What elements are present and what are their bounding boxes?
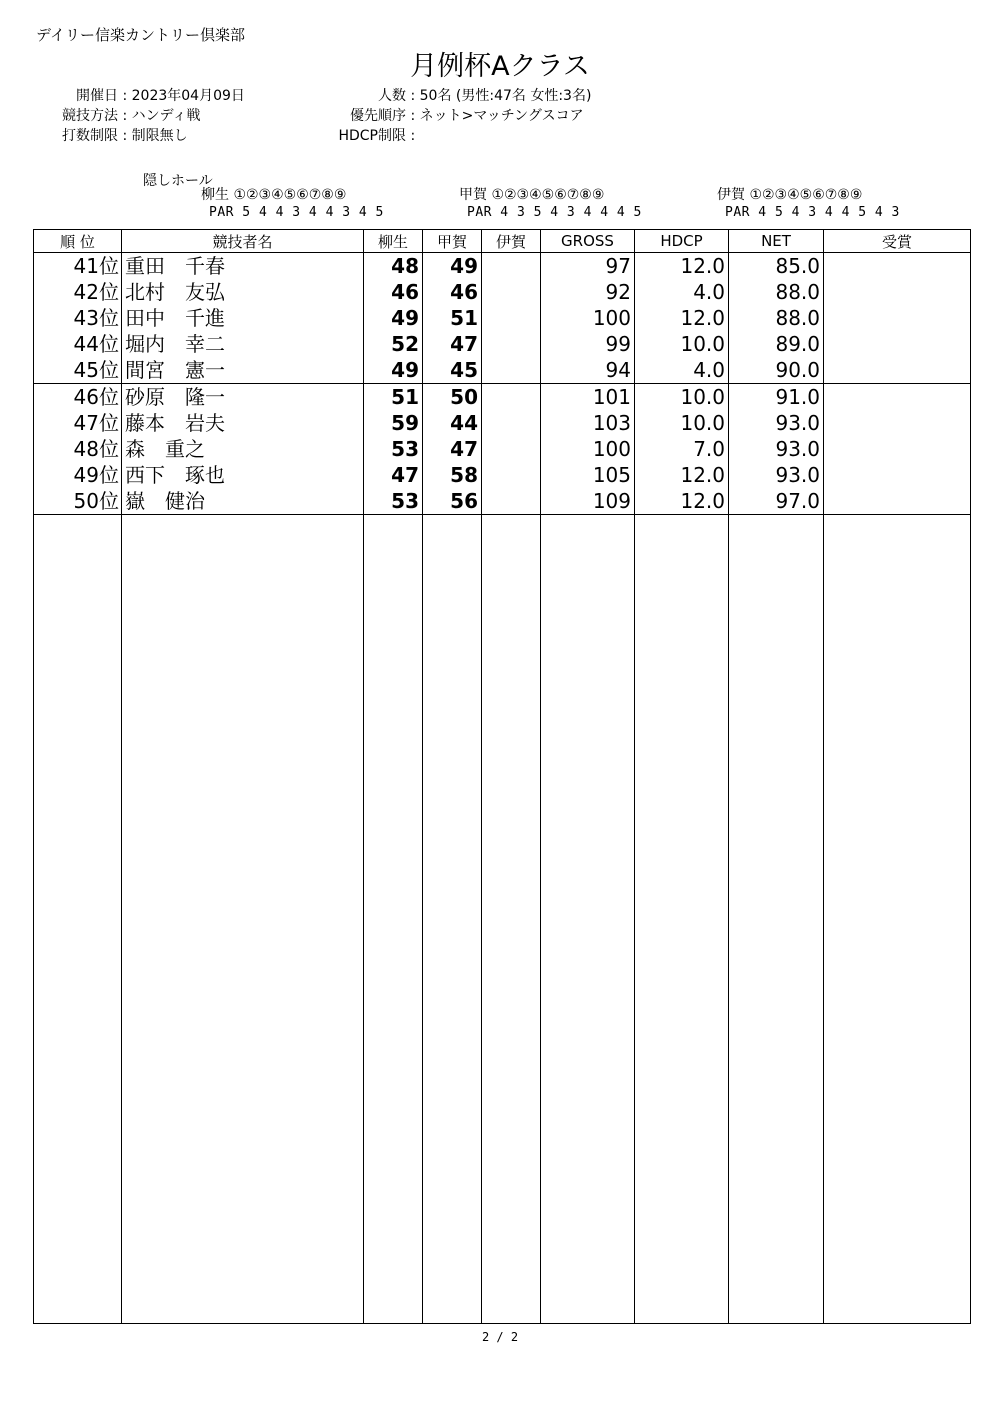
rank-cell: 50位 <box>34 488 122 515</box>
hidden-holes-course-1 <box>201 187 384 221</box>
yagyu-score-cell: 52 <box>364 331 423 357</box>
player-name-cell: 間宮 憲一 <box>122 357 364 384</box>
rank-cell: 48位 <box>34 436 122 462</box>
course-name: 伊賀 <box>717 187 745 203</box>
award-cell <box>824 305 971 331</box>
net-cell: 93.0 <box>729 410 824 436</box>
yagyu-score-cell: 48 <box>364 253 423 280</box>
priority-label: 優先順序 <box>350 108 406 124</box>
gross-cell: 105 <box>541 462 635 488</box>
rank-cell: 47位 <box>34 410 122 436</box>
priority-row: 優先順序 : ネット>マッチングスコア <box>300 106 591 126</box>
date-value: 2023年04月09日 <box>131 88 245 104</box>
header-award: 受賞 <box>824 230 971 253</box>
koka-score-cell: 56 <box>423 488 482 515</box>
table-row <box>34 253 971 280</box>
net-cell: 97.0 <box>729 488 824 515</box>
table-row <box>34 331 971 357</box>
koka-score-cell: 58 <box>423 462 482 488</box>
players-row: 人数 : 50名 (男性:47名 女性:3名) <box>300 86 591 106</box>
gross-cell: 92 <box>541 279 635 305</box>
koka-score-cell: 49 <box>423 253 482 280</box>
koka-score-cell: 46 <box>423 279 482 305</box>
yagyu-score-cell: 59 <box>364 410 423 436</box>
rank-cell: 42位 <box>34 279 122 305</box>
gross-cell: 97 <box>541 253 635 280</box>
yagyu-score-cell: 49 <box>364 305 423 331</box>
players-label: 人数 <box>378 88 406 104</box>
table-row <box>34 305 971 331</box>
hdcp-cell: 10.0 <box>635 331 729 357</box>
stroke-limit-value: 制限無し <box>131 128 188 144</box>
net-cell: 93.0 <box>729 436 824 462</box>
header-gross: GROSS <box>541 230 635 253</box>
iga-score-cell <box>482 384 541 411</box>
hdcp-cell: 10.0 <box>635 410 729 436</box>
koka-score-cell: 44 <box>423 410 482 436</box>
par-row: PAR 5 4 4 3 4 4 3 4 5 <box>209 205 384 220</box>
net-cell: 89.0 <box>729 331 824 357</box>
hdcp-cell: 12.0 <box>635 462 729 488</box>
iga-score-cell <box>482 357 541 384</box>
course-name: 柳生 <box>201 187 229 203</box>
yagyu-score-cell: 53 <box>364 436 423 462</box>
gross-cell: 100 <box>541 436 635 462</box>
hdcp-cell: 7.0 <box>635 436 729 462</box>
method-label: 競技方法 <box>62 108 118 124</box>
yagyu-score-cell: 47 <box>364 462 423 488</box>
iga-score-cell <box>482 279 541 305</box>
award-cell <box>824 357 971 384</box>
gross-cell: 94 <box>541 357 635 384</box>
header-yagyu: 柳生 <box>364 230 423 253</box>
page-number: 2 / 2 <box>481 1330 519 1344</box>
header-name: 競技者名 <box>122 230 364 253</box>
hole-numbers: ①②③④⑤⑥⑦⑧⑨ <box>491 187 605 203</box>
par-row: PAR 4 3 5 4 3 4 4 4 5 <box>467 205 642 220</box>
hdcp-cell: 4.0 <box>635 357 729 384</box>
yagyu-score-cell: 46 <box>364 279 423 305</box>
gross-cell: 103 <box>541 410 635 436</box>
table-row <box>34 488 971 515</box>
results-table <box>33 229 971 1324</box>
gross-cell: 109 <box>541 488 635 515</box>
header-iga: 伊賀 <box>482 230 541 253</box>
hdcp-cell: 10.0 <box>635 384 729 411</box>
net-cell: 85.0 <box>729 253 824 280</box>
player-name-cell: 藤本 岩夫 <box>122 410 364 436</box>
hdcp-limit-row: HDCP制限 : <box>300 126 591 146</box>
koka-score-cell: 47 <box>423 436 482 462</box>
stroke-limit-row: 打数制限 : 制限無し <box>48 126 245 146</box>
table-body <box>34 253 971 1324</box>
info-right <box>300 86 591 146</box>
award-cell <box>824 462 971 488</box>
gross-cell: 99 <box>541 331 635 357</box>
award-cell <box>824 436 971 462</box>
player-name-cell: 重田 千春 <box>122 253 364 280</box>
iga-score-cell <box>482 331 541 357</box>
net-cell: 88.0 <box>729 305 824 331</box>
player-name-cell: 北村 友弘 <box>122 279 364 305</box>
gross-cell: 101 <box>541 384 635 411</box>
club-name: デイリー信楽カントリー倶楽部 <box>36 26 245 44</box>
table-row <box>34 436 971 462</box>
net-cell: 88.0 <box>729 279 824 305</box>
player-name-cell: 西下 琢也 <box>122 462 364 488</box>
yagyu-score-cell: 53 <box>364 488 423 515</box>
player-name-cell: 田中 千進 <box>122 305 364 331</box>
koka-score-cell: 47 <box>423 331 482 357</box>
table-header-row <box>34 230 971 253</box>
yagyu-score-cell: 51 <box>364 384 423 411</box>
iga-score-cell <box>482 436 541 462</box>
iga-score-cell <box>482 305 541 331</box>
player-name-cell: 森 重之 <box>122 436 364 462</box>
stroke-limit-label: 打数制限 <box>62 128 118 144</box>
rank-cell: 44位 <box>34 331 122 357</box>
header-net: NET <box>729 230 824 253</box>
player-name-cell: 堀内 幸二 <box>122 331 364 357</box>
iga-score-cell <box>482 462 541 488</box>
hdcp-cell: 12.0 <box>635 488 729 515</box>
method-row: 競技方法 : ハンディ戦 <box>48 106 245 126</box>
player-name-cell: 嶽 健治 <box>122 488 364 515</box>
award-cell <box>824 253 971 280</box>
net-cell: 93.0 <box>729 462 824 488</box>
hidden-holes-course-3 <box>717 187 900 221</box>
hole-numbers: ①②③④⑤⑥⑦⑧⑨ <box>749 187 863 203</box>
award-cell <box>824 384 971 411</box>
page-title: 月例杯Aクラス <box>410 51 590 82</box>
hole-numbers: ①②③④⑤⑥⑦⑧⑨ <box>233 187 347 203</box>
table-row <box>34 357 971 384</box>
koka-score-cell: 51 <box>423 305 482 331</box>
hdcp-cell: 4.0 <box>635 279 729 305</box>
hidden-holes-course-2 <box>459 187 642 221</box>
net-cell: 91.0 <box>729 384 824 411</box>
table-row <box>34 384 971 411</box>
table-row <box>34 462 971 488</box>
header-koka: 甲賀 <box>423 230 482 253</box>
rank-cell: 46位 <box>34 384 122 411</box>
award-cell <box>824 488 971 515</box>
table-empty-area <box>34 515 971 1324</box>
rank-cell: 45位 <box>34 357 122 384</box>
player-name-cell: 砂原 隆一 <box>122 384 364 411</box>
header-hdcp: HDCP <box>635 230 729 253</box>
table-row <box>34 279 971 305</box>
course-name: 甲賀 <box>459 187 487 203</box>
hdcp-cell: 12.0 <box>635 253 729 280</box>
date-label: 開催日 <box>76 88 118 104</box>
award-cell <box>824 410 971 436</box>
gross-cell: 100 <box>541 305 635 331</box>
hdcp-cell: 12.0 <box>635 305 729 331</box>
iga-score-cell <box>482 410 541 436</box>
rank-cell: 49位 <box>34 462 122 488</box>
rank-cell: 41位 <box>34 253 122 280</box>
koka-score-cell: 45 <box>423 357 482 384</box>
hdcp-limit-label: HDCP制限 <box>338 128 406 144</box>
award-cell <box>824 279 971 305</box>
iga-score-cell <box>482 488 541 515</box>
priority-value: ネット>マッチングスコア <box>419 108 584 124</box>
players-value: 50名 (男性:47名 女性:3名) <box>419 88 592 104</box>
yagyu-score-cell: 49 <box>364 357 423 384</box>
date-row: 開催日 : 2023年04月09日 <box>48 86 245 106</box>
award-cell <box>824 331 971 357</box>
info-left <box>48 86 245 146</box>
koka-score-cell: 50 <box>423 384 482 411</box>
iga-score-cell <box>482 253 541 280</box>
par-row: PAR 4 5 4 3 4 4 5 4 3 <box>725 205 900 220</box>
method-value: ハンディ戦 <box>131 108 201 124</box>
net-cell: 90.0 <box>729 357 824 384</box>
hidden-holes-label: 隠しホール <box>143 173 213 189</box>
rank-cell: 43位 <box>34 305 122 331</box>
table-row <box>34 410 971 436</box>
header-rank: 順 位 <box>34 230 122 253</box>
